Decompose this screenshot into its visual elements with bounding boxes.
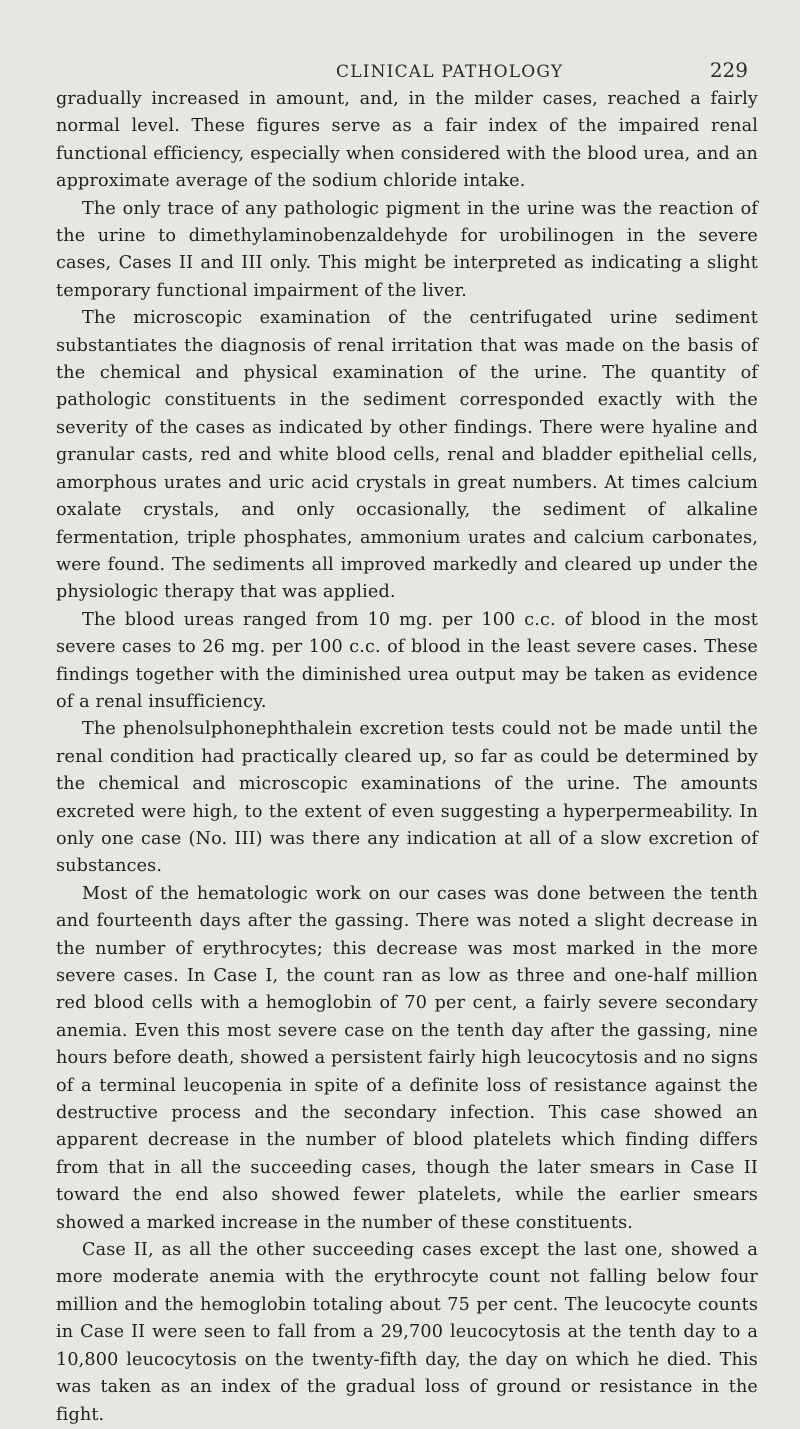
page-number: 229 [709, 58, 748, 82]
paragraph-pathologic-pigment: The only trace of any pathologic pigment in the urine was the reaction of the urine to dimethylaminobenzaldehyde for urobilinogen in the severe cases, Cases II and III only. This might be interpreted as indicating a slight temporary functional impairment of the liver. [56, 198, 758, 301]
body-text [56, 86, 758, 1429]
paragraph-case-two: Case II, as all the other succeeding cases except the last one, showed a more moderate anemia with the erythrocyte count not falling below four million and the hemoglobin totaling about 75 per cent. The leucocyte counts in Case II were seen to fall from a 29,700 leucocytosis at the tenth day to a 10,800 leucocytosis on the twenty-fifth day, the day on which he died. This was taken as an index of the gradual loss of ground or resistance in the fight. [56, 1240, 758, 1425]
paragraph-urine-sediment: The microscopic examination of the centrifugated urine sediment substantiates the diagnosis of renal irritation that was made on the basis of the chemical and physical examination of the urine. The quantity of pathologic constituents in the sediment corresponded exactly with the severity of the cases as indicated by other findings. There were hyaline and granular casts, red and white blood cells, renal and bladder epithelial cells, amorphous urates and uric acid crystals in great numbers. At times calcium oxalate crystals, and only occasionally, the sediment of alkaline fermentation, triple phosphates, ammonium urates and calcium carbonates, were found. The sediments all improved markedly and cleared up under the physiologic therapy that was applied. [56, 308, 758, 603]
paragraph-blood-ureas: The blood ureas ranged from 10 mg. per 100 c.c. of blood in the most severe cases to 26 mg. per 100 c.c. of blood in the least severe cases. These findings together with the diminished urea output may be taken as evidence of a renal insufficiency. [56, 609, 758, 712]
running-head [56, 46, 758, 86]
paragraph-renal-efficiency: gradually increased in amount, and, in the milder cases, reached a fairly normal level. These figures serve as a fair index of the impaired renal functional efficiency, especially when considered with the blood urea, and an approximate average of the sodium chloride intake. [56, 89, 758, 192]
paragraph-hematologic-work: Most of the hematologic work on our cases was done between the tenth and fourteenth days after the gassing. There was noted a slight decrease in the number of erythrocytes; this decrease was most marked in the more severe cases. In Case I, the count ran as low as three and one-half million red blood cells with a hemoglobin of 70 per cent, a fairly severe secondary anemia. Even this most severe case on the tenth day after the gassing, nine hours before death, showed a persistent fairly high leucocytosis and no signs of a terminal leucopenia in spite of a definite loss of resistance against the destructive process and the secondary infection. This case showed an apparent decrease in the number of blood platelets which finding differs from that in all the succeeding cases, though the later smears in Case II toward the end also showed fewer platelets, while the earlier smears showed a marked increase in the number of these constituents. [56, 883, 758, 1233]
running-title: CLINICAL PATHOLOGY [336, 62, 564, 82]
paragraph-excretion-tests: The phenolsulphonephthalein excretion tests could not be made until the renal condition had practically cleared up, so far as could be determined by the chemical and microscopic examinations of the urine. The amounts excreted were high, to the extent of even suggesting a hyperpermeability. In only one case (No. III) was there any indication at all of a slow excretion of substances. [56, 719, 758, 877]
